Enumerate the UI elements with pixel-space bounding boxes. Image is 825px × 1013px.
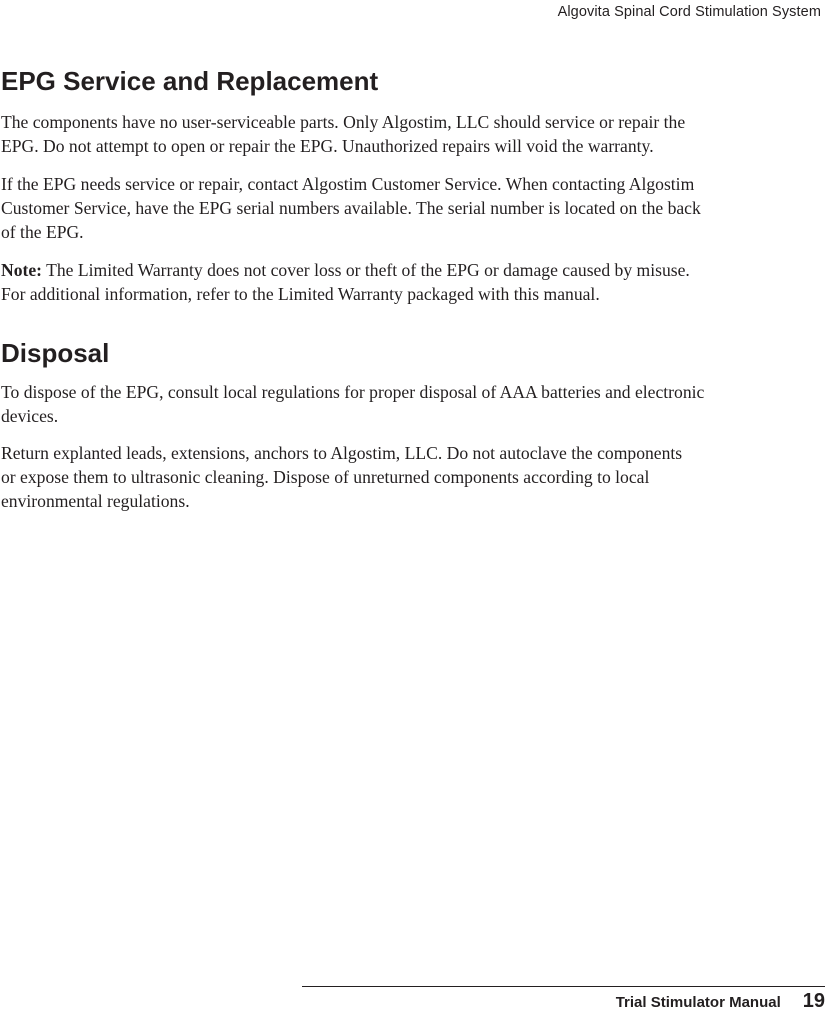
text-line: of the EPG. [1, 222, 84, 242]
disposal-paragraph-1 [1, 380, 704, 428]
text-line: If the EPG needs service or repair, contact Algostim Customer Service. When contacting Algostim [1, 174, 695, 194]
note-text: The Limited Warranty does not cover loss or theft of the EPG or damage caused by misuse. [46, 260, 690, 280]
text-line: or expose them to ultrasonic cleaning. Dispose of unreturned components according to local [1, 467, 650, 487]
text-line: Customer Service, have the EPG serial numbers available. The serial number is located on the back [1, 198, 701, 218]
section-heading-disposal: Disposal [1, 338, 110, 368]
footer-divider [302, 986, 825, 987]
service-paragraph-1 [1, 110, 685, 158]
text-line: Return explanted leads, extensions, anchors to Algostim, LLC. Do not autoclave the components [1, 443, 683, 463]
text-line: EPG. Do not attempt to open or repair the EPG. Unauthorized repairs will void the warranty. [1, 136, 654, 156]
text-line: To dispose of the EPG, consult local regulations for proper disposal of AAA batteries and electronic [1, 382, 705, 402]
note-paragraph [1, 258, 690, 306]
note-label: Note: [1, 260, 43, 280]
text-line: environmental regulations. [1, 491, 190, 511]
running-header: Algovita Spinal Cord Stimulation System [557, 4, 821, 20]
text-line: For additional information, refer to the Limited Warranty packaged with this manual. [1, 284, 600, 304]
disposal-paragraph-2 [1, 441, 682, 513]
page-number: 19 [802, 990, 825, 1012]
text-line [1, 258, 690, 282]
section-heading-service: EPG Service and Replacement [1, 66, 379, 96]
page-footer [616, 990, 825, 1013]
text-line: The components have no user-serviceable parts. Only Algostim, LLC should service or repair the [1, 112, 686, 132]
text-line: devices. [1, 406, 59, 426]
service-paragraph-2 [1, 172, 701, 244]
footer-manual-title: Trial Stimulator Manual [615, 994, 781, 1011]
